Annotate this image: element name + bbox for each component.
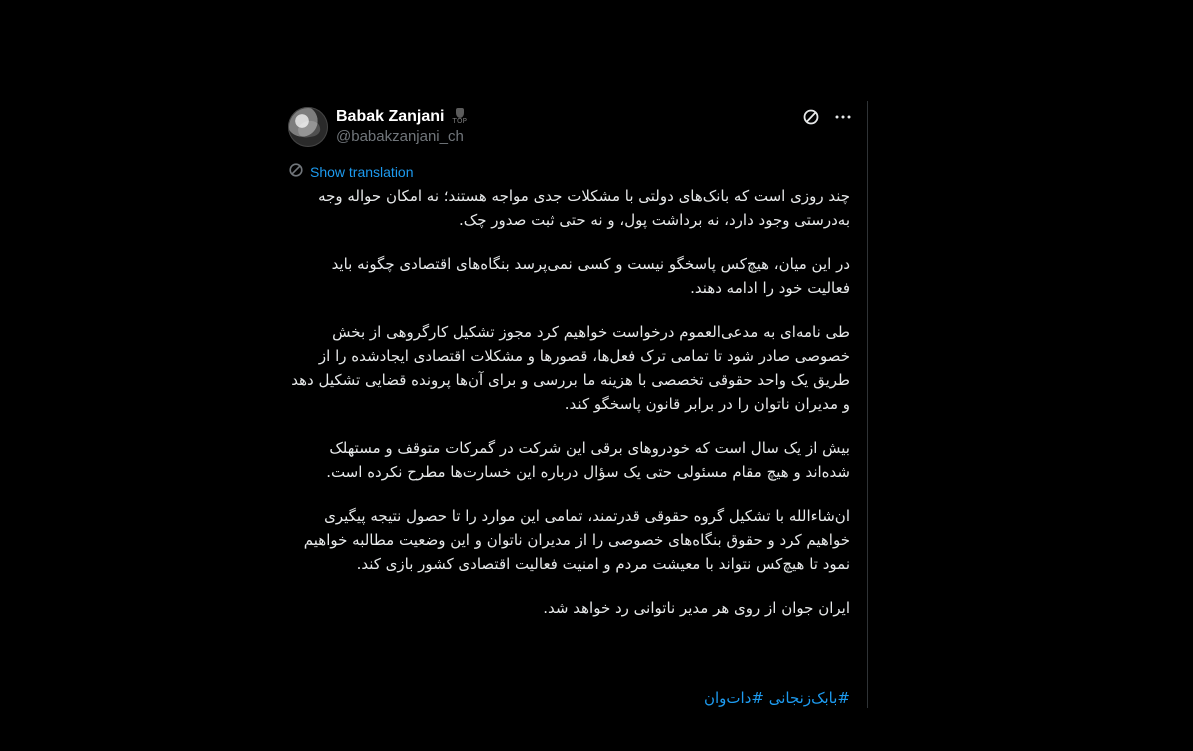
grok-icon-svg [801, 107, 821, 127]
tweet-paragraph-1: چند روزی است که بانک‌های دولتی با مشکلات جدی مواجه هستند؛ نه امکان حواله وجه به‌درستی وجود دارد، نه برداشت پول، و نه حتی ثبت صدور چک. [318, 187, 850, 229]
tweet-paragraph-2: در این میان، هیچ‌کس پاسخگو نیست و کسی نمی‌پرسد بنگاه‌های اقتصادی چگونه باید فعالیت خود را ادامه دهند. [331, 255, 850, 297]
translate-icon [288, 162, 304, 182]
translate-icon-svg [288, 162, 304, 178]
tweet-paragraph-6: ایران جوان از روی هر مدیر ناتوانی رد خواهد شد. [543, 599, 850, 617]
show-translation-link[interactable]: Show translation [310, 164, 414, 180]
more-dots-icon[interactable] [833, 107, 853, 127]
grok-icon[interactable] [801, 107, 821, 127]
header-actions [801, 107, 853, 127]
tweet-paragraph-3: طی نامه‌ای به مدعی‌العموم درخواست خواهیم کرد مجوز تشکیل کارگروهی از بخش خصوصی صادر شود تا تمامی ترک فعل‌ها، قصورها و مشکلات اقتصادی ایجادشده را از طریق یک واحد حقوقی تخصصی با هزینه ما بررسی و برای آن‌ها پرونده قضایی تشکیل دهد و مدیران ناتوان را در برابر قانون پاسخگو کند. [291, 323, 850, 413]
tweet-paragraph-5: ان‌شاءالله با تشکیل گروه حقوقی قدرتمند، تمامی این موارد را تا حصول نتیجه پیگیری خواهیم کرد و حقوق بنگاه‌های خصوصی را از مدیران ناتوان و این وضعیت مطالبه خواهیم نمود تا هیچ‌کس نتواند با معیشت مردم و امنیت فعالیت اقتصادی کشور بازی کند. [303, 507, 850, 573]
badge-label: TOP [452, 117, 468, 125]
tweet-text [288, 184, 850, 640]
hashtags [288, 686, 850, 710]
author-handle[interactable]: @babakzanjani_ch [336, 128, 464, 145]
author-info [336, 107, 556, 147]
tweet-paragraph-4: بیش از یک سال است که خودروهای برقی این شرکت در گمرکات متوقف و مستهلک شده‌اند و هیچ مقام مسئولی حتی یک سؤال درباره این خسارت‌ها مطرح نکرده است. [326, 439, 850, 481]
avatar[interactable] [288, 107, 328, 147]
translation-row[interactable] [288, 163, 414, 181]
tweet-card [274, 101, 868, 708]
hashtag-link-2[interactable]: #دات‌وان [703, 689, 764, 707]
hashtag-link-1[interactable]: #بابک‌زنجانی [768, 689, 850, 707]
author-display-name[interactable]: Babak Zanjani [336, 108, 445, 125]
display-name-row [336, 107, 556, 127]
top-badge-icon [450, 107, 470, 127]
more-dots-icon-svg [833, 107, 853, 127]
